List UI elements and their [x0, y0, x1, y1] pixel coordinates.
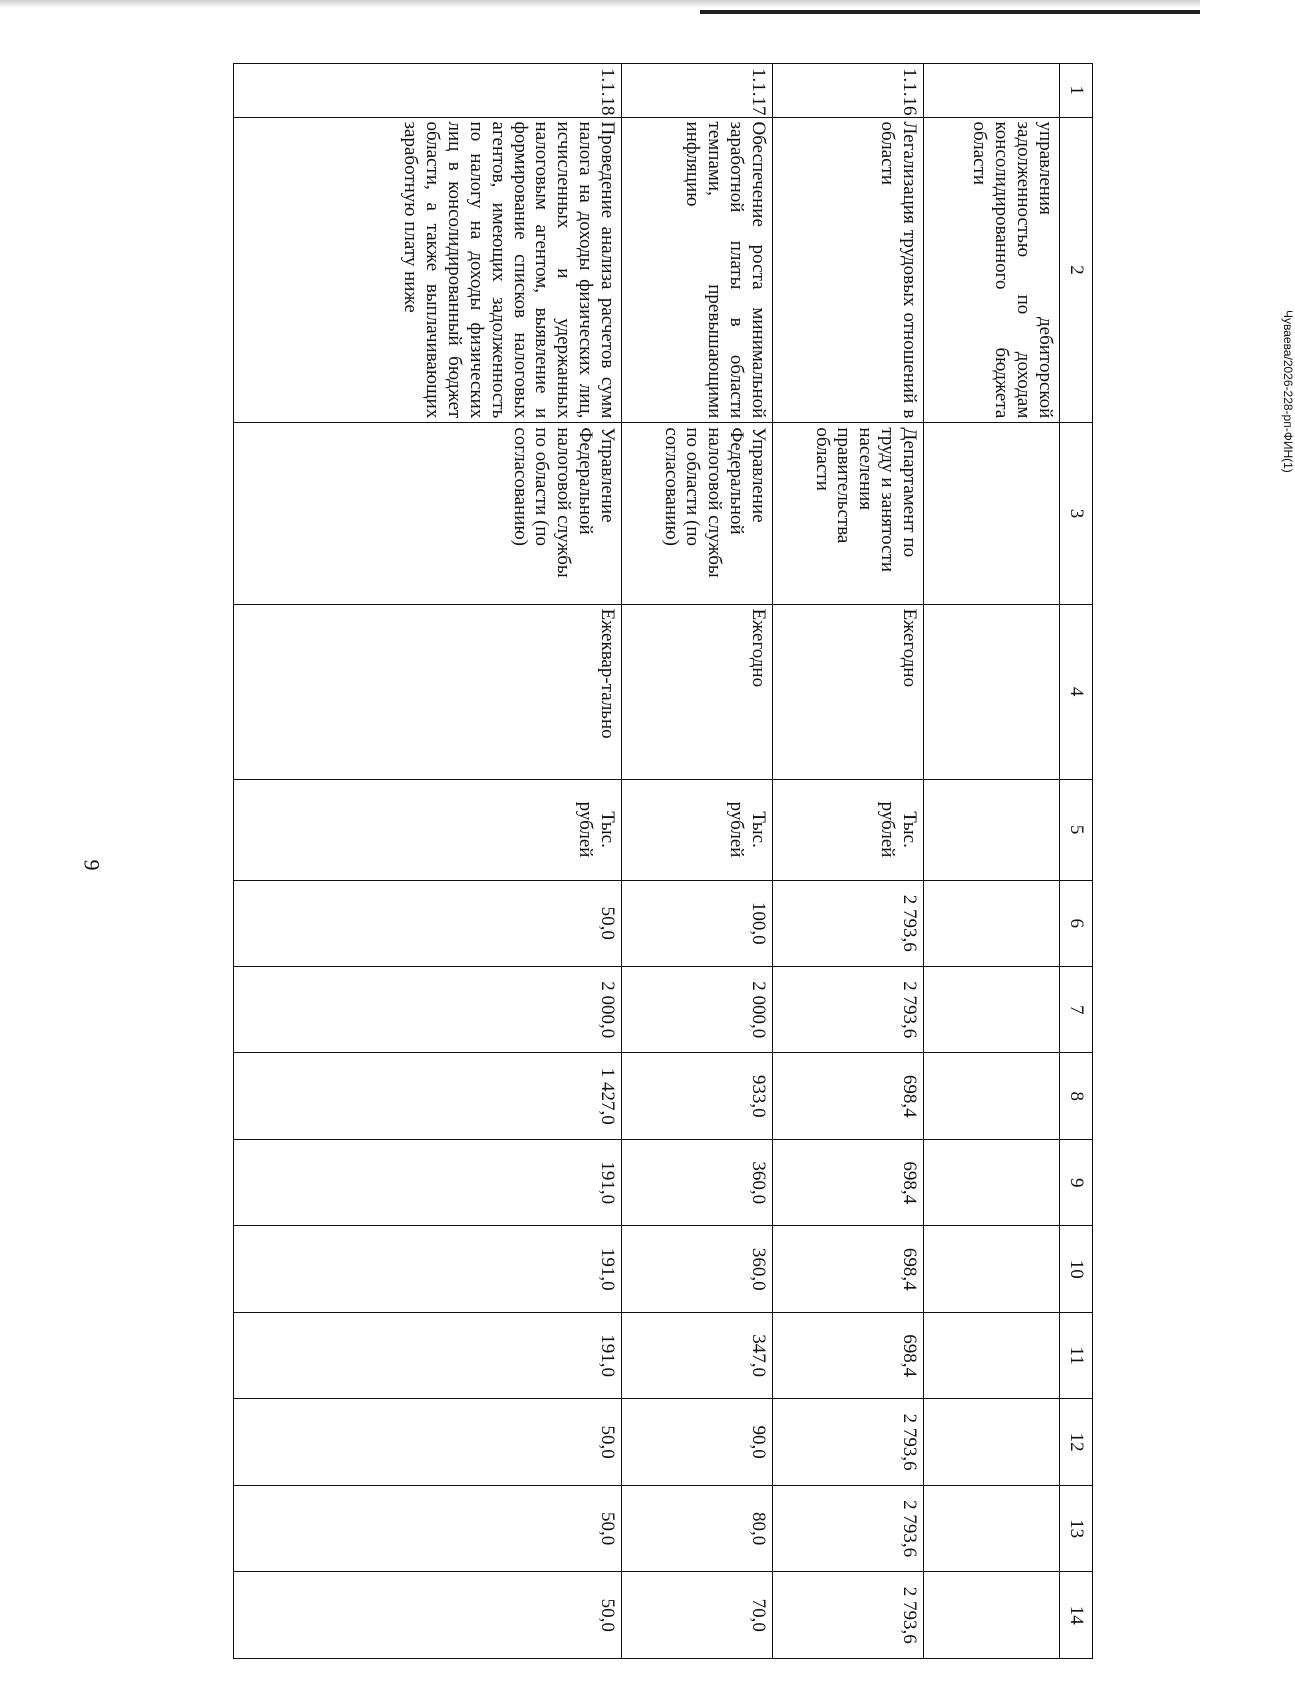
cell-value: 2 793,6: [773, 1399, 924, 1485]
cell-value: 100,0: [622, 880, 773, 966]
cell-executor: [924, 423, 1060, 604]
column-header: 1: [1060, 64, 1093, 118]
cell-value: 698,4: [773, 1053, 924, 1139]
cell-measure: Проведение анализа расчетов сумм налога на доходы физических лиц, исчисленных и удержанных налоговым агентом, выявление и формирование списков налоговых агентов, имеющих задолженность по налогу на доходы физических лиц в консолидированный бюджет области, а также выплачивающих заработную плату ниже: [234, 117, 622, 423]
cell-value: 2 793,6: [773, 967, 924, 1053]
column-header: 12: [1060, 1399, 1093, 1485]
cell-value: 347,0: [622, 1312, 773, 1398]
scan-edge-line: [700, 10, 1200, 14]
cell-executor: Департамент по труду и занятости населения правительства области: [773, 423, 924, 604]
cell-value: 2 000,0: [622, 967, 773, 1053]
cell-value: 698,4: [773, 1312, 924, 1398]
table-row: [234, 64, 622, 1659]
cell-measure: Обеспечение роста минимальной заработной платы в области темпами, превышающими инфляцию: [622, 117, 773, 423]
cell-number: 1.1.18: [234, 64, 622, 118]
measures-table: [233, 63, 1093, 1659]
document-code: Чуваева/2026-228-рп-ФИН(1): [1281, 310, 1295, 473]
column-header: 11: [1060, 1312, 1093, 1398]
column-header: 4: [1060, 604, 1093, 779]
cell-unit: Тыс. рублей: [773, 779, 924, 880]
cell-unit: Тыс. рублей: [234, 779, 622, 880]
table-row: [622, 64, 773, 1659]
cell-value: 90,0: [622, 1399, 773, 1485]
cell-value: 191,0: [234, 1139, 622, 1225]
cell-value: [924, 880, 1060, 966]
column-header: 2: [1060, 117, 1093, 423]
cell-value: 933,0: [622, 1053, 773, 1139]
scan-edge: [0, 0, 1200, 8]
cell-value: 2 793,6: [773, 880, 924, 966]
cell-value: 698,4: [773, 1139, 924, 1225]
cell-executor: Управление Федеральной налоговой службы по области (по согласованию): [234, 423, 622, 604]
page-number: 9: [79, 859, 105, 871]
column-header: 9: [1060, 1139, 1093, 1225]
rotated-table-wrapper: [180, 63, 1093, 1659]
cell-period: Ежеквар-тально: [234, 604, 622, 779]
table-row: [773, 64, 924, 1659]
header-row: [1060, 64, 1093, 1659]
cell-number: 1.1.17: [622, 64, 773, 118]
cell-value: 360,0: [622, 1226, 773, 1312]
cell-value: 2 793,6: [773, 1485, 924, 1571]
cell-value: [924, 1139, 1060, 1225]
cell-value: 1 427,0: [234, 1053, 622, 1139]
cell-value: [924, 967, 1060, 1053]
cell-value: 2 793,6: [773, 1572, 924, 1659]
cell-period: Ежегодно: [773, 604, 924, 779]
cell-value: 191,0: [234, 1312, 622, 1398]
column-header: 7: [1060, 967, 1093, 1053]
cell-value: 70,0: [622, 1572, 773, 1659]
cell-value: [924, 1399, 1060, 1485]
column-header: 6: [1060, 880, 1093, 966]
column-header: 3: [1060, 423, 1093, 604]
cell-number: 1.1.16: [773, 64, 924, 118]
cell-number: [924, 64, 1060, 118]
cell-value: [924, 1572, 1060, 1659]
cell-measure: управления дебиторской задолженностью по доходам консолидированного бюджета области: [924, 117, 1060, 423]
column-header: 13: [1060, 1485, 1093, 1571]
column-header: 10: [1060, 1226, 1093, 1312]
cell-value: 698,4: [773, 1226, 924, 1312]
cell-measure: Легализация трудовых отношений в области: [773, 117, 924, 423]
cell-value: [924, 1485, 1060, 1571]
column-header: 14: [1060, 1572, 1093, 1659]
cell-period: [924, 604, 1060, 779]
cell-value: 2 000,0: [234, 967, 622, 1053]
table-row: [924, 64, 1060, 1659]
cell-value: [924, 1226, 1060, 1312]
cell-value: 50,0: [234, 1572, 622, 1659]
cell-unit: Тыс. рублей: [622, 779, 773, 880]
cell-value: 50,0: [234, 1399, 622, 1485]
cell-period: Ежегодно: [622, 604, 773, 779]
cell-value: [924, 1312, 1060, 1398]
cell-value: 50,0: [234, 880, 622, 966]
cell-value: 360,0: [622, 1139, 773, 1225]
column-header: 5: [1060, 779, 1093, 880]
cell-value: 191,0: [234, 1226, 622, 1312]
cell-executor: Управление Федеральной налоговой службы по области (по согласованию): [622, 423, 773, 604]
column-header: 8: [1060, 1053, 1093, 1139]
cell-unit: [924, 779, 1060, 880]
cell-value: [924, 1053, 1060, 1139]
cell-value: 80,0: [622, 1485, 773, 1571]
cell-value: 50,0: [234, 1485, 622, 1571]
